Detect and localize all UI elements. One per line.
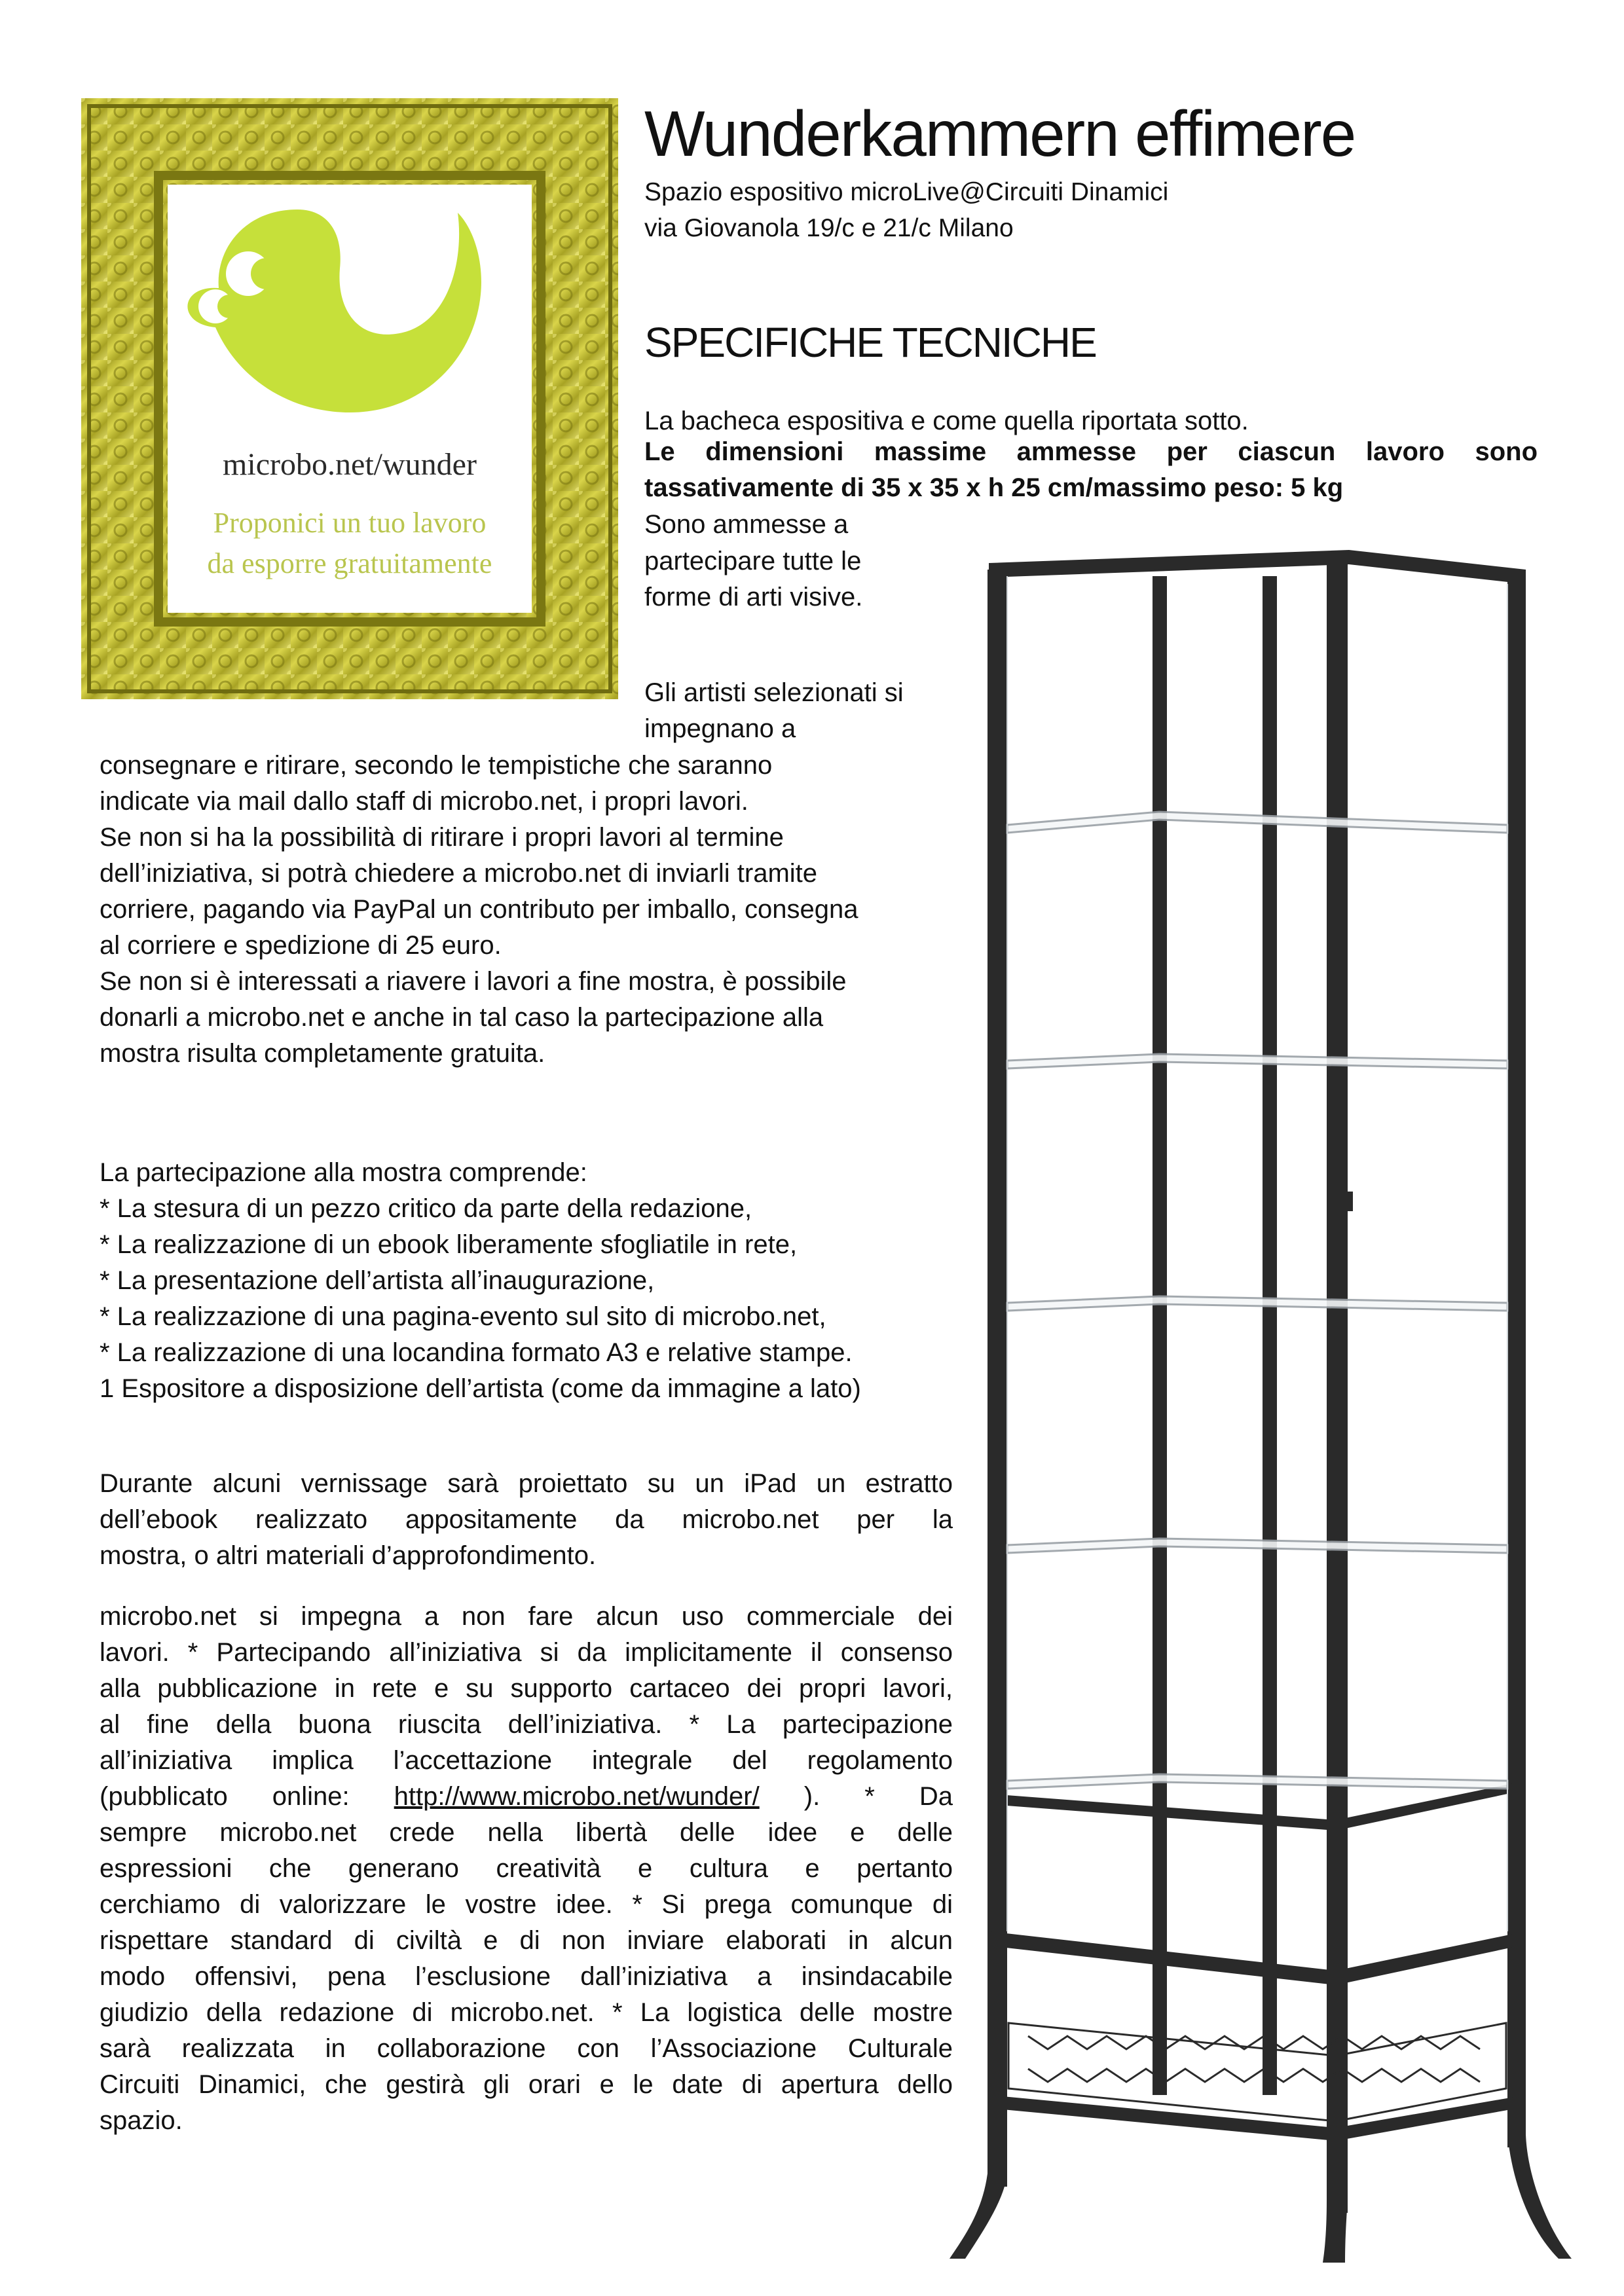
specs-dimensions-1: Le dimensioni massime ammesse per ciascun lavoro sono bbox=[644, 437, 1538, 466]
terms-text: ). * Da bbox=[803, 1782, 953, 1811]
specs-intro: La bacheca espositiva e come quella riportata sotto. bbox=[644, 407, 1249, 435]
vernissage-line: Durante alcuni vernissage sarà proiettato su un iPad un estratto bbox=[100, 1469, 953, 1498]
delivery-line: consegnare e ritirare, secondo le tempistiche che saranno bbox=[100, 751, 773, 780]
terms-line: cerchiamo di valorizzare le vostre idee. * Si prega comunque di bbox=[100, 1890, 953, 1919]
terms-line: rispettare standard di civiltà e di non inviare elaborati in alcun bbox=[100, 1926, 953, 1955]
display-cabinet-icon bbox=[943, 537, 1572, 2265]
specs-arts-3: forme di arti visive. bbox=[644, 583, 863, 611]
wunder-link[interactable]: http://www.microbo.net/wunder/ bbox=[394, 1782, 760, 1811]
terms-line: all’iniziativa implica l’accettazione integrale del regolamento bbox=[100, 1746, 953, 1775]
list-item: 1 Espositore a disposizione dell’artista (come da immagine a lato) bbox=[100, 1374, 861, 1403]
framed-logo bbox=[81, 98, 618, 699]
delivery-line: indicate via mail dallo staff di microbo.net, i propri lavori. bbox=[100, 787, 748, 816]
page-title: Wunderkammern effimere bbox=[644, 98, 1356, 170]
terms-line: sempre microbo.net crede nella libertà delle idee e delle bbox=[100, 1818, 953, 1847]
delivery-line: Se non si ha la possibilità di ritirare i propri lavori al termine bbox=[100, 823, 784, 852]
vernissage-line: mostra, o altri materiali d’approfondimento. bbox=[100, 1541, 597, 1570]
list-item: * La presentazione dell’artista all’inaugurazione, bbox=[100, 1266, 655, 1295]
delivery-line: Gli artisti selezionati si bbox=[644, 678, 904, 707]
terms-line: alla pubblicazione in rete e su supporto cartaceo dei propri lavori, bbox=[100, 1674, 953, 1703]
ornate-frame-icon bbox=[81, 98, 618, 699]
logo-url-text: microbo.net/wunder bbox=[223, 447, 477, 482]
delivery-line: impegnano a bbox=[644, 714, 796, 743]
terms-line: spazio. bbox=[100, 2106, 183, 2135]
terms-line: lavori. * Partecipando all’iniziativa si da implicitamente il consenso bbox=[100, 1638, 953, 1667]
list-item: * La realizzazione di una locandina formato A3 e relative stampe. bbox=[100, 1338, 853, 1367]
display-cabinet-image bbox=[943, 537, 1572, 2265]
specs-arts-1: Sono ammesse a bbox=[644, 510, 849, 539]
specs-heading: SPECIFICHE TECNICHE bbox=[644, 319, 1096, 366]
terms-line: al fine della buona riuscita dell’iniziativa. * La partecipazione bbox=[100, 1710, 953, 1739]
terms-line: sarà realizzata in collaborazione con l’Associazione Culturale bbox=[100, 2034, 953, 2063]
list-item: * La realizzazione di un ebook liberamente sfogliatile in rete, bbox=[100, 1230, 798, 1259]
delivery-line: corriere, pagando via PayPal un contributo per imballo, consegna bbox=[100, 895, 858, 924]
specs-arts-2: partecipare tutte le bbox=[644, 547, 862, 575]
delivery-line: dell’iniziativa, si potrà chiedere a microbo.net di inviarli tramite bbox=[100, 859, 818, 888]
delivery-line: donarli a microbo.net e anche in tal caso la partecipazione alla bbox=[100, 1003, 824, 1032]
terms-line-with-link bbox=[100, 1778, 953, 1815]
delivery-line: al corriere e spedizione di 25 euro. bbox=[100, 931, 502, 960]
delivery-line: mostra risulta completamente gratuita. bbox=[100, 1039, 545, 1068]
logo-tagline-1: Proponici un tuo lavoro bbox=[213, 507, 487, 539]
venue-line: Spazio espositivo microLive@Circuiti Dinamici bbox=[644, 178, 1169, 206]
address-line: via Giovanola 19/c e 21/c Milano bbox=[644, 214, 1014, 242]
terms-line: espressioni che generano creatività e cultura e pertanto bbox=[100, 1854, 953, 1883]
delivery-line: Se non si è interessati a riavere i lavori a fine mostra, è possibile bbox=[100, 967, 847, 996]
vernissage-line: dell’ebook realizzato appositamente da microbo.net per la bbox=[100, 1505, 953, 1534]
list-item: * La stesura di un pezzo critico da parte della redazione, bbox=[100, 1194, 752, 1223]
list-item: * La realizzazione di una pagina-evento sul sito di microbo.net, bbox=[100, 1302, 826, 1331]
logo-tagline-2: da esporre gratuitamente bbox=[207, 547, 492, 579]
terms-line: modo offensivi, pena l’esclusione dall’iniziativa a insindacabile bbox=[100, 1962, 953, 1991]
includes-heading: La partecipazione alla mostra comprende: bbox=[100, 1158, 587, 1187]
specs-dimensions-2: tassativamente di 35 x 35 x h 25 cm/massimo peso: 5 kg bbox=[644, 473, 1344, 502]
terms-line: Circuiti Dinamici, che gestirà gli orari e le date di apertura dello bbox=[100, 2070, 953, 2099]
terms-line: giudizio della redazione di microbo.net. * La logistica delle mostre bbox=[100, 1998, 953, 2027]
terms-line: microbo.net si impegna a non fare alcun uso commerciale dei bbox=[100, 1602, 953, 1631]
terms-text: (pubblicato online: bbox=[100, 1782, 350, 1811]
